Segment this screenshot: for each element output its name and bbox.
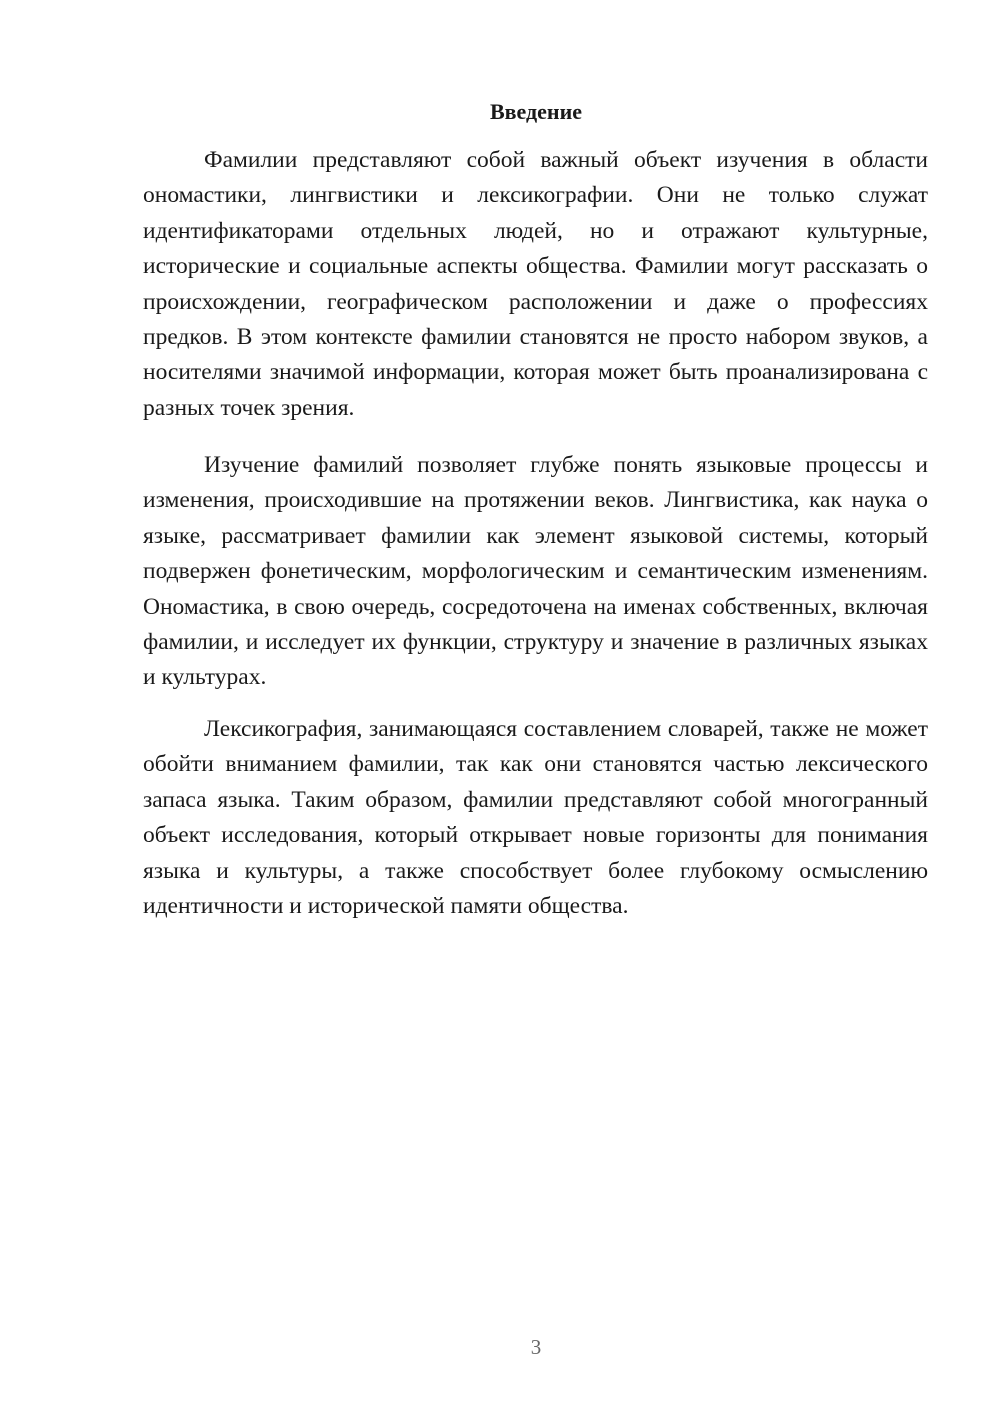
paragraph-3: Лексикография, занимающаяся составлением словарей, также не может обойти вниманием фамилии, так как они становятся частью лексического запаса языка. Таким образом, фамилии представляют собой многогранный объект исследования, который открывает новые горизонты для понимания языка и культуры, а также способствует более глубокому осмыслению идентичности и исторической памяти общества. [143,716,928,920]
paragraph-container-2 [143,448,928,696]
paragraph-container-3 [143,712,928,924]
page-number: 3 [530,1335,542,1359]
paragraph-container-1 [143,143,928,426]
paragraph-1: Фамилии представляют собой важный объект изучения в области ономастики, лингвистики и лексикографии. Они не только служат идентификаторами отдельных людей, но и отражают культурные, исторические и социальные аспекты общества. Фамилии могут рассказать о происхождении, географическом расположении и даже о профессиях предков. В этом контексте фамилии становятся не просто набором звуков, а носителями значимой информации, которая может быть проанализирована с разных точек зрения. [143,147,928,421]
section-title: Введение [489,99,583,124]
paragraph-2: Изучение фамилий позволяет глубже понять языковые процессы и изменения, происходившие на протяжении веков. Лингвистика, как наука о языке, рассматривает фамилии как элемент языковой системы, который подвержен фонетическим, морфологическим и семантическим изменениям. Ономастика, в свою очередь, сосредоточена на именах собственных, включая фамилии, и исследует их функции, структуру и значение в различных языках и культурах. [143,452,928,691]
